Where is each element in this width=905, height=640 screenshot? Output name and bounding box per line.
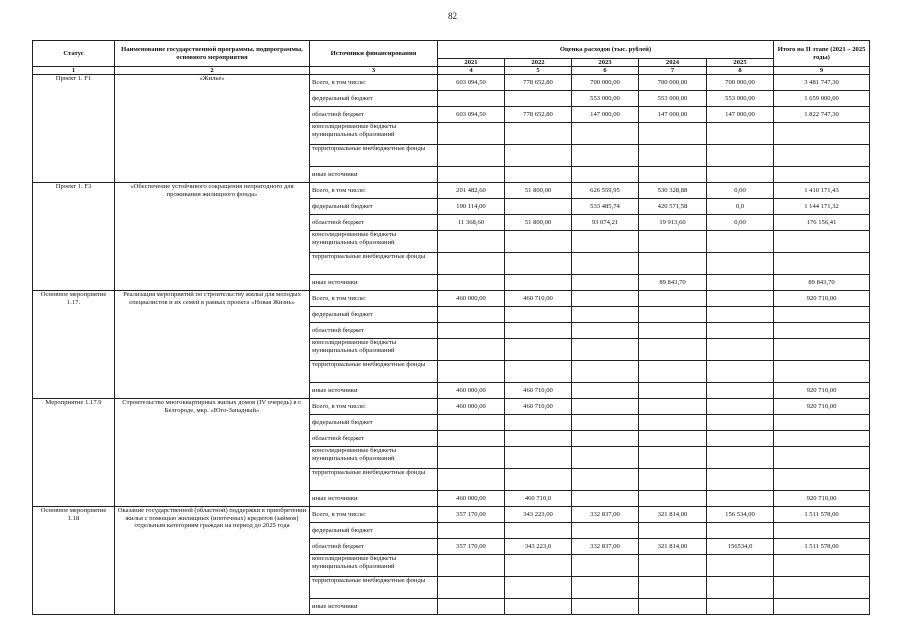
group-name: Оказание государственной (областной) поддержки в приобретении жилья с помощью жилищных (ипотечных) кредитов (займов) отдельным категориям граждан на период до 2025 года bbox=[115, 507, 310, 615]
amount-cell: 156534,0 bbox=[707, 539, 774, 555]
group-status: Проект 1. F1 bbox=[33, 75, 115, 183]
amount-cell bbox=[572, 145, 639, 167]
amount-cell bbox=[438, 145, 505, 167]
amount-cell bbox=[639, 361, 707, 383]
header-total: Итого на II этапе (2021 – 2025 годы) bbox=[774, 41, 870, 67]
funding-source: иные источники bbox=[310, 167, 438, 183]
table-row bbox=[33, 183, 870, 199]
amount-cell bbox=[639, 123, 707, 145]
amount-cell bbox=[572, 599, 639, 615]
amount-cell bbox=[639, 323, 707, 339]
total-cell bbox=[774, 431, 870, 447]
total-cell: 176 156,41 bbox=[774, 215, 870, 231]
amount-cell bbox=[505, 361, 572, 383]
amount-cell: 460 000,00 bbox=[438, 291, 505, 307]
amount-cell bbox=[438, 307, 505, 323]
amount-cell: 460 710,00 bbox=[505, 291, 572, 307]
amount-cell bbox=[707, 447, 774, 469]
funding-source: федеральный бюджет bbox=[310, 523, 438, 539]
amount-cell bbox=[707, 323, 774, 339]
column-number: 2 bbox=[115, 67, 310, 75]
table-row bbox=[33, 75, 870, 91]
amount-cell bbox=[572, 523, 639, 539]
amount-cell bbox=[639, 307, 707, 323]
amount-cell: 89 843,70 bbox=[639, 275, 707, 291]
amount-cell bbox=[505, 447, 572, 469]
amount-cell bbox=[438, 447, 505, 469]
amount-cell bbox=[572, 275, 639, 291]
amount-cell: 357 170,00 bbox=[438, 539, 505, 555]
total-cell: 3 481 747,30 bbox=[774, 75, 870, 91]
total-cell bbox=[774, 599, 870, 615]
total-cell bbox=[774, 231, 870, 253]
funding-source: консолидированные бюджеты муниципальных образований bbox=[310, 231, 438, 253]
funding-source: консолидированные бюджеты муниципальных образований bbox=[310, 447, 438, 469]
amount-cell bbox=[438, 339, 505, 361]
funding-source: областной бюджет bbox=[310, 431, 438, 447]
group-name: Реализация мероприятий по строительству жилья для молодых специалистов и их семей в рамках проекта «Новая Жизнь» bbox=[115, 291, 310, 399]
amount-cell: 533 485,74 bbox=[572, 199, 639, 215]
funding-source: иные источники bbox=[310, 599, 438, 615]
amount-cell: 460 710,00 bbox=[505, 399, 572, 415]
amount-cell: 357 170,00 bbox=[438, 507, 505, 523]
amount-cell bbox=[505, 415, 572, 431]
header-year: 2021 bbox=[438, 59, 505, 67]
total-cell bbox=[774, 469, 870, 491]
funding-source: иные источники bbox=[310, 491, 438, 507]
amount-cell: 0,0 bbox=[707, 199, 774, 215]
funding-source: территориальные внебюджетные фонды bbox=[310, 469, 438, 491]
amount-cell: 700 000,00 bbox=[639, 75, 707, 91]
amount-cell bbox=[438, 431, 505, 447]
amount-cell bbox=[707, 291, 774, 307]
amount-cell: 19 913,60 bbox=[639, 215, 707, 231]
amount-cell bbox=[572, 167, 639, 183]
amount-cell bbox=[572, 431, 639, 447]
funding-source: иные источники bbox=[310, 275, 438, 291]
column-number: 6 bbox=[572, 67, 639, 75]
amount-cell bbox=[639, 555, 707, 577]
total-cell: 920 710,00 bbox=[774, 399, 870, 415]
column-number: 1 bbox=[33, 67, 115, 75]
funding-source: федеральный бюджет bbox=[310, 415, 438, 431]
total-cell bbox=[774, 361, 870, 383]
amount-cell bbox=[707, 523, 774, 539]
group-name: «Обеспечение устойчивого сокращения непригодного для проживания жилищного фонда» bbox=[115, 183, 310, 291]
amount-cell bbox=[438, 599, 505, 615]
total-cell: 1 410 171,43 bbox=[774, 183, 870, 199]
amount-cell: 603 094,50 bbox=[438, 75, 505, 91]
amount-cell: 778 652,80 bbox=[505, 75, 572, 91]
amount-cell: 460 000,00 bbox=[438, 399, 505, 415]
amount-cell bbox=[572, 339, 639, 361]
total-cell bbox=[774, 123, 870, 145]
funding-source: Всего, в том числе: bbox=[310, 507, 438, 523]
column-number: 8 bbox=[707, 67, 774, 75]
header-status: Статус bbox=[33, 41, 115, 67]
amount-cell bbox=[572, 291, 639, 307]
header-year: 2023 bbox=[572, 59, 639, 67]
amount-cell bbox=[438, 253, 505, 275]
amount-cell: 460 710,00 bbox=[505, 383, 572, 399]
table-row bbox=[33, 507, 870, 523]
group-status: Проект 1. F3 bbox=[33, 183, 115, 291]
amount-cell: 603 094,50 bbox=[438, 107, 505, 123]
header-year: 2022 bbox=[505, 59, 572, 67]
funding-source: территориальные внебюджетные фонды bbox=[310, 145, 438, 167]
amount-cell bbox=[438, 555, 505, 577]
amount-cell bbox=[707, 399, 774, 415]
funding-source: территориальные внебюджетные фонды bbox=[310, 361, 438, 383]
amount-cell bbox=[639, 383, 707, 399]
amount-cell bbox=[505, 599, 572, 615]
amount-cell: 0,00 bbox=[707, 215, 774, 231]
amount-cell bbox=[438, 577, 505, 599]
amount-cell: 0,00 bbox=[707, 183, 774, 199]
table-body bbox=[33, 75, 870, 615]
column-number: 5 bbox=[505, 67, 572, 75]
amount-cell bbox=[707, 275, 774, 291]
group-status: Основное мероприятие 1.18 bbox=[33, 507, 115, 615]
amount-cell: 332 837,00 bbox=[572, 507, 639, 523]
header-sources: Источники финансирования bbox=[310, 41, 438, 67]
amount-cell bbox=[639, 577, 707, 599]
amount-cell bbox=[639, 469, 707, 491]
amount-cell: 530 328,88 bbox=[639, 183, 707, 199]
amount-cell: 147 000,00 bbox=[639, 107, 707, 123]
amount-cell bbox=[438, 275, 505, 291]
amount-cell: 321 814,00 bbox=[639, 507, 707, 523]
total-cell: 920 710,00 bbox=[774, 383, 870, 399]
amount-cell bbox=[505, 469, 572, 491]
amount-cell: 201 482,60 bbox=[438, 183, 505, 199]
group-status: Основное мероприятие 1.17. bbox=[33, 291, 115, 399]
funding-source: Всего, в том числе: bbox=[310, 399, 438, 415]
amount-cell bbox=[572, 415, 639, 431]
amount-cell bbox=[707, 415, 774, 431]
amount-cell bbox=[505, 167, 572, 183]
table-row bbox=[33, 291, 870, 307]
amount-cell bbox=[438, 123, 505, 145]
funding-source: иные источники bbox=[310, 383, 438, 399]
amount-cell: 51 800,00 bbox=[505, 215, 572, 231]
amount-cell bbox=[505, 323, 572, 339]
amount-cell: 553 000,00 bbox=[572, 91, 639, 107]
funding-source: областной бюджет bbox=[310, 539, 438, 555]
amount-cell: 51 800,00 bbox=[505, 183, 572, 199]
amount-cell bbox=[572, 555, 639, 577]
budget-table bbox=[32, 40, 870, 615]
amount-cell bbox=[505, 123, 572, 145]
amount-cell bbox=[572, 577, 639, 599]
funding-source: территориальные внебюджетные фонды bbox=[310, 577, 438, 599]
funding-source: Всего, в том числе: bbox=[310, 291, 438, 307]
amount-cell bbox=[505, 91, 572, 107]
amount-cell bbox=[639, 415, 707, 431]
header-estimate: Оценка расходов (тыс. рублей) bbox=[438, 41, 774, 59]
amount-cell bbox=[707, 577, 774, 599]
amount-cell bbox=[505, 577, 572, 599]
amount-cell: 460 000,00 bbox=[438, 383, 505, 399]
amount-cell bbox=[639, 447, 707, 469]
total-cell: 920 710,00 bbox=[774, 291, 870, 307]
total-cell: 1 511 578,00 bbox=[774, 507, 870, 523]
amount-cell bbox=[505, 275, 572, 291]
amount-cell bbox=[707, 491, 774, 507]
table-row bbox=[33, 399, 870, 415]
total-cell: 1 659 000,00 bbox=[774, 91, 870, 107]
amount-cell bbox=[639, 491, 707, 507]
funding-source: консолидированные бюджеты муниципальных образований bbox=[310, 339, 438, 361]
funding-source: территориальные внебюджетные фонды bbox=[310, 253, 438, 275]
amount-cell bbox=[572, 323, 639, 339]
amount-cell bbox=[438, 361, 505, 383]
amount-cell bbox=[707, 167, 774, 183]
amount-cell: 156 534,00 bbox=[707, 507, 774, 523]
amount-cell bbox=[572, 383, 639, 399]
amount-cell bbox=[707, 253, 774, 275]
amount-cell: 11 368,60 bbox=[438, 215, 505, 231]
amount-cell bbox=[707, 555, 774, 577]
total-cell: 1 822 747,30 bbox=[774, 107, 870, 123]
amount-cell bbox=[639, 145, 707, 167]
group-name: Строительство многоквартирных жилых домов (IV очередь) в г. Белгороде, мкр. «Юго-Западный» bbox=[115, 399, 310, 507]
funding-source: консолидированные бюджеты муниципальных образований bbox=[310, 123, 438, 145]
amount-cell bbox=[639, 399, 707, 415]
group-name: «Жилье» bbox=[115, 75, 310, 183]
amount-cell bbox=[639, 167, 707, 183]
amount-cell bbox=[505, 253, 572, 275]
amount-cell bbox=[505, 307, 572, 323]
amount-cell bbox=[505, 523, 572, 539]
amount-cell bbox=[707, 599, 774, 615]
amount-cell: 321 814,00 bbox=[639, 539, 707, 555]
amount-cell bbox=[639, 291, 707, 307]
amount-cell: 147 000,00 bbox=[707, 107, 774, 123]
amount-cell bbox=[639, 599, 707, 615]
funding-source: областной бюджет bbox=[310, 323, 438, 339]
amount-cell bbox=[438, 91, 505, 107]
amount-cell bbox=[438, 231, 505, 253]
amount-cell bbox=[639, 253, 707, 275]
amount-cell: 700 000,00 bbox=[707, 75, 774, 91]
total-cell bbox=[774, 323, 870, 339]
amount-cell bbox=[639, 523, 707, 539]
amount-cell: 626 559,95 bbox=[572, 183, 639, 199]
amount-cell bbox=[505, 339, 572, 361]
total-cell bbox=[774, 253, 870, 275]
total-cell bbox=[774, 307, 870, 323]
amount-cell bbox=[707, 361, 774, 383]
amount-cell bbox=[639, 339, 707, 361]
amount-cell bbox=[572, 447, 639, 469]
group-status: Мероприятие 1.17.9 bbox=[33, 399, 115, 507]
total-cell bbox=[774, 145, 870, 167]
total-cell: 920 710,00 bbox=[774, 491, 870, 507]
amount-cell: 553 000,00 bbox=[707, 91, 774, 107]
amount-cell bbox=[707, 383, 774, 399]
amount-cell bbox=[707, 469, 774, 491]
amount-cell: 332 837,00 bbox=[572, 539, 639, 555]
amount-cell bbox=[707, 231, 774, 253]
amount-cell bbox=[505, 231, 572, 253]
column-number: 4 bbox=[438, 67, 505, 75]
amount-cell bbox=[438, 469, 505, 491]
total-cell bbox=[774, 523, 870, 539]
header-name: Наименование государственной программы, подпрограммы, основного мероприятия bbox=[115, 41, 310, 67]
amount-cell bbox=[505, 199, 572, 215]
amount-cell bbox=[438, 415, 505, 431]
total-cell: 89 843,70 bbox=[774, 275, 870, 291]
amount-cell bbox=[707, 145, 774, 167]
amount-cell: 778 652,80 bbox=[505, 107, 572, 123]
amount-cell bbox=[707, 339, 774, 361]
amount-cell bbox=[505, 431, 572, 447]
amount-cell bbox=[572, 253, 639, 275]
amount-cell: 460 000,00 bbox=[438, 491, 505, 507]
column-number: 3 bbox=[310, 67, 438, 75]
amount-cell bbox=[572, 123, 639, 145]
amount-cell bbox=[438, 167, 505, 183]
amount-cell bbox=[572, 307, 639, 323]
total-cell bbox=[774, 415, 870, 431]
funding-source: Всего, в том числе: bbox=[310, 183, 438, 199]
amount-cell bbox=[438, 523, 505, 539]
amount-cell: 460 710,0 bbox=[505, 491, 572, 507]
funding-source: консолидированные бюджеты муниципальных образований bbox=[310, 555, 438, 577]
amount-cell: 343 223,0 bbox=[505, 539, 572, 555]
amount-cell bbox=[707, 307, 774, 323]
total-cell bbox=[774, 339, 870, 361]
total-cell bbox=[774, 167, 870, 183]
header-year: 2024 bbox=[639, 59, 707, 67]
page-number: 82 bbox=[448, 11, 457, 21]
amount-cell: 700 000,00 bbox=[572, 75, 639, 91]
funding-source: федеральный бюджет bbox=[310, 199, 438, 215]
amount-cell bbox=[639, 431, 707, 447]
amount-cell: 93 074,21 bbox=[572, 215, 639, 231]
amount-cell bbox=[505, 555, 572, 577]
column-number: 7 bbox=[639, 67, 707, 75]
amount-cell bbox=[505, 145, 572, 167]
total-cell: 1 144 171,32 bbox=[774, 199, 870, 215]
total-cell bbox=[774, 577, 870, 599]
amount-cell: 343 223,00 bbox=[505, 507, 572, 523]
amount-cell bbox=[572, 469, 639, 491]
total-cell: 1 511 578,00 bbox=[774, 539, 870, 555]
amount-cell bbox=[572, 361, 639, 383]
amount-cell: 147 000,00 bbox=[572, 107, 639, 123]
amount-cell: 553 000,00 bbox=[639, 91, 707, 107]
amount-cell bbox=[438, 323, 505, 339]
amount-cell bbox=[707, 431, 774, 447]
amount-cell bbox=[572, 491, 639, 507]
funding-source: областной бюджет bbox=[310, 215, 438, 231]
header-year: 2025 bbox=[707, 59, 774, 67]
funding-source: областной бюджет bbox=[310, 107, 438, 123]
funding-source: федеральный бюджет bbox=[310, 307, 438, 323]
amount-cell bbox=[707, 123, 774, 145]
amount-cell bbox=[639, 231, 707, 253]
total-cell bbox=[774, 555, 870, 577]
amount-cell bbox=[572, 399, 639, 415]
total-cell bbox=[774, 447, 870, 469]
funding-source: Всего, в том числе: bbox=[310, 75, 438, 91]
funding-source: федеральный бюджет bbox=[310, 91, 438, 107]
amount-cell bbox=[572, 231, 639, 253]
column-number: 9 bbox=[774, 67, 870, 75]
amount-cell: 190 114,00 bbox=[438, 199, 505, 215]
amount-cell: 420 571,58 bbox=[639, 199, 707, 215]
